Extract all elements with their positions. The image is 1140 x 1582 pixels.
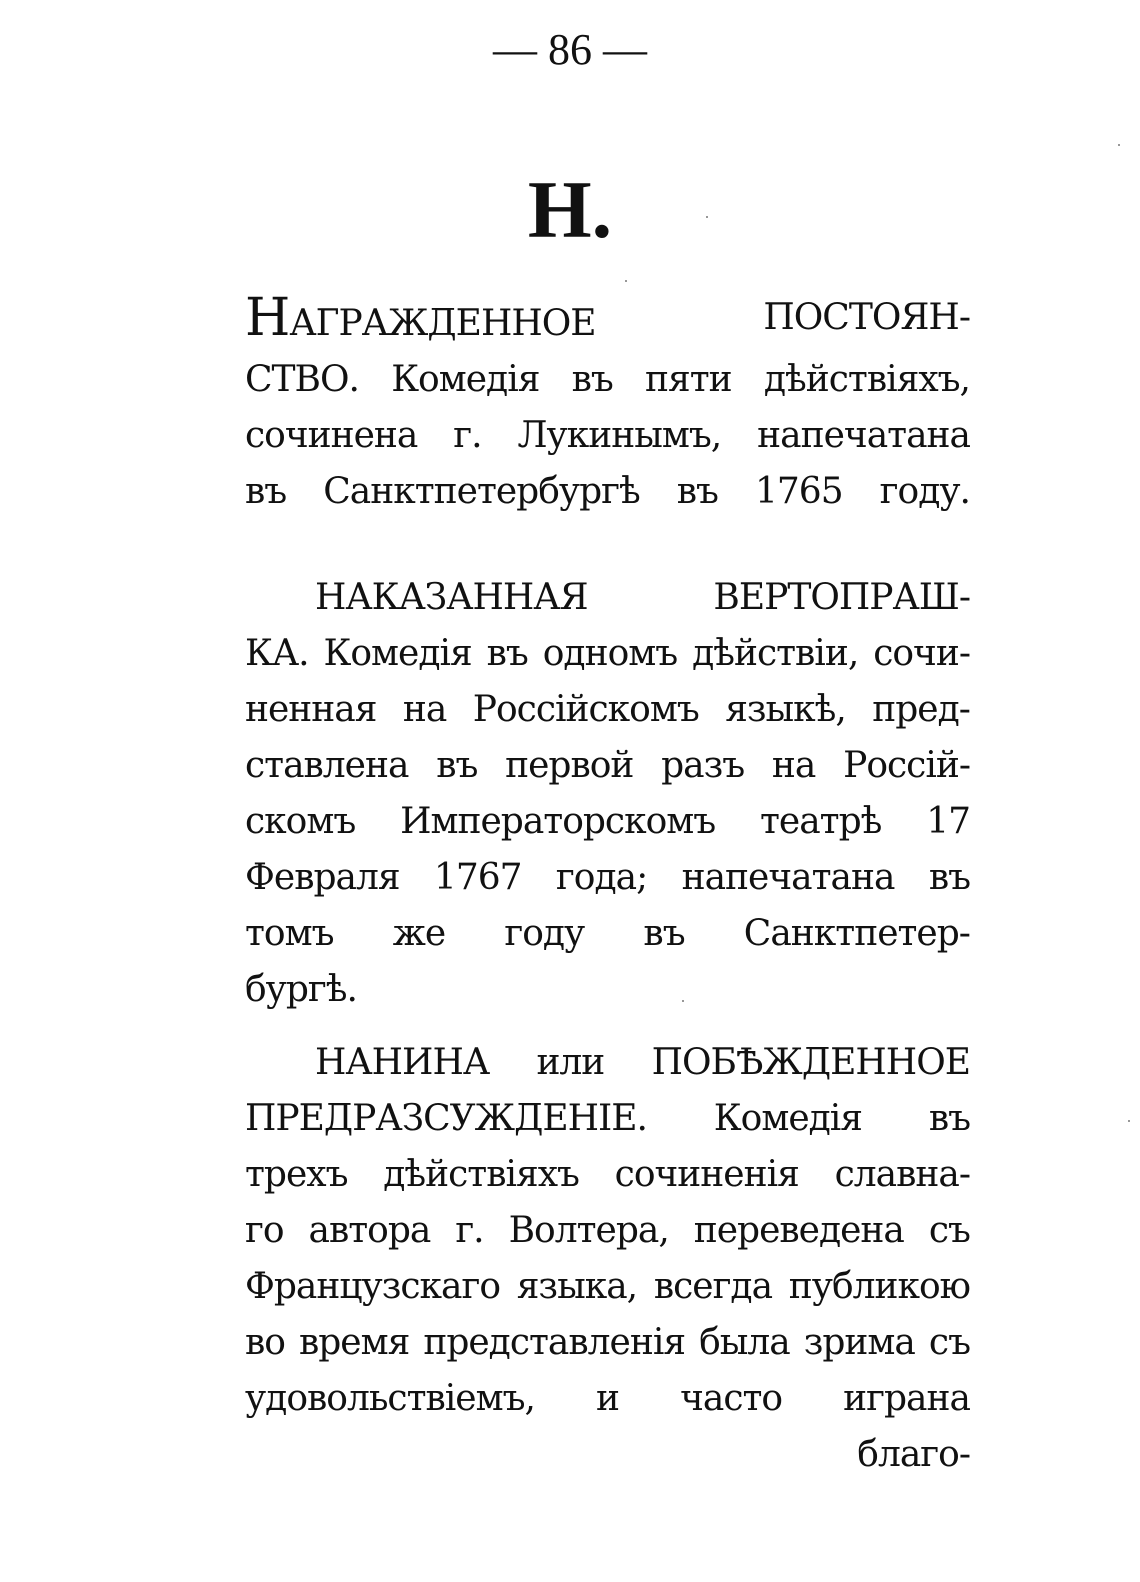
word: на: [771, 745, 816, 786]
word: СТВО.: [245, 359, 359, 400]
text-line: [245, 570, 970, 626]
word: дѣйствіяхъ,: [763, 359, 970, 400]
word: дѣйствіяхъ: [383, 1154, 579, 1195]
title-word: ПРЕДРАЗСУЖДЕНІЕ.: [245, 1098, 647, 1139]
word: трехъ: [245, 1154, 348, 1195]
catchword: благо-: [857, 1434, 970, 1475]
text-line: [245, 464, 970, 520]
word: съ: [928, 1322, 970, 1363]
word: Лукинымъ,: [517, 415, 722, 456]
text-line: [245, 682, 970, 738]
text-line: [245, 352, 970, 408]
word: была: [699, 1322, 790, 1363]
page-number: — 86 —: [493, 25, 647, 74]
text-line: [245, 290, 970, 352]
word: сочинена: [245, 415, 418, 456]
word: автора: [308, 1210, 431, 1251]
text-line: [245, 626, 970, 682]
title-word: НАКАЗАННАЯ: [315, 577, 588, 618]
word: въ: [486, 633, 528, 674]
word: переведена: [693, 1210, 904, 1251]
title-word: ВЕРТОПРАШ-: [713, 577, 970, 618]
word: 1765: [754, 471, 843, 512]
word: первой: [505, 745, 634, 786]
word: разъ: [661, 745, 745, 786]
word: года;: [555, 857, 648, 898]
title-word: ПОСТОЯН-: [763, 297, 970, 338]
text-line: [245, 962, 970, 1018]
word: часто: [680, 1378, 783, 1419]
catalog-entry-nanina: [245, 1035, 970, 1483]
text-line: [245, 1315, 970, 1371]
word: пред-: [872, 689, 970, 730]
word: Императорскомъ: [400, 801, 716, 842]
word: въ: [571, 359, 613, 400]
word: году: [504, 913, 585, 954]
text-line: [245, 850, 970, 906]
small-caps-word: АГРАЖДЕННОЕ: [289, 303, 596, 344]
word: на: [402, 689, 447, 730]
word: удовольствіемъ,: [245, 1378, 535, 1419]
text-line: [245, 794, 970, 850]
word: пяти: [645, 359, 732, 400]
word: всегда: [653, 1266, 773, 1307]
word: представленія: [423, 1322, 686, 1363]
word: скомъ: [245, 801, 356, 842]
word: напечатана: [681, 857, 895, 898]
word: томъ: [245, 913, 334, 954]
catalog-entry-nakazannaya: [245, 570, 970, 1018]
word: Санктпетербургѣ: [323, 471, 640, 512]
word: Комедія: [713, 1098, 863, 1139]
word: напечатана: [757, 415, 970, 456]
word: ненная: [245, 689, 377, 730]
word: г.: [455, 1210, 484, 1251]
word: съ: [928, 1210, 970, 1251]
word: 17: [926, 801, 970, 842]
word: во: [245, 1322, 285, 1363]
section-letter-heading: Н.: [527, 164, 613, 255]
word: въ: [643, 913, 685, 954]
word: въ: [928, 1098, 970, 1139]
word: 1767: [433, 857, 522, 898]
word: сочиненія: [614, 1154, 799, 1195]
title-word: [245, 290, 596, 352]
word: языка,: [516, 1266, 638, 1307]
word: бургѣ.: [245, 969, 357, 1010]
catalog-entry-nagrazhdennoe: [245, 290, 970, 520]
text-line: [245, 1259, 970, 1315]
word: зрима: [803, 1322, 915, 1363]
word: Россійскомъ: [472, 689, 699, 730]
word: году.: [879, 471, 970, 512]
text-line: [245, 1147, 970, 1203]
word: въ: [245, 471, 287, 512]
word: въ: [928, 857, 970, 898]
word: славна-: [834, 1154, 970, 1195]
title-word: ПОБѢЖДЕННОЕ: [651, 1042, 970, 1083]
word: го: [245, 1210, 284, 1251]
text-line: [245, 906, 970, 962]
word: же: [392, 913, 446, 954]
drop-initial: Н: [245, 288, 290, 348]
word: КА.: [245, 633, 309, 674]
word: Комедія: [323, 633, 472, 674]
word: Россій-: [843, 745, 970, 786]
word: въ: [676, 471, 718, 512]
word: одномъ: [542, 633, 678, 674]
word: играна: [843, 1378, 970, 1419]
word: дѣйствіи,: [692, 633, 859, 674]
word: Французскаго: [245, 1266, 501, 1307]
word: въ: [436, 745, 478, 786]
word: сочи-: [873, 633, 970, 674]
text-line: [245, 1203, 970, 1259]
text-line: [245, 1035, 970, 1091]
word: и: [596, 1378, 620, 1419]
text-line: [245, 1371, 970, 1427]
text-line: [245, 1427, 970, 1483]
text-line: [245, 738, 970, 794]
word: театрѣ: [760, 801, 882, 842]
word: Волтера,: [508, 1210, 669, 1251]
word: ставлена: [245, 745, 409, 786]
text-line: [245, 408, 970, 464]
word: Февраля: [245, 857, 400, 898]
word: публикою: [788, 1266, 970, 1307]
title-word: НАНИНА: [315, 1042, 490, 1083]
word: Комедія: [391, 359, 540, 400]
word: г.: [453, 415, 482, 456]
word: время: [298, 1322, 410, 1363]
word: Санктпетер-: [743, 913, 970, 954]
word: языкѣ,: [725, 689, 846, 730]
word: или: [536, 1042, 605, 1083]
text-line: [245, 1091, 970, 1147]
